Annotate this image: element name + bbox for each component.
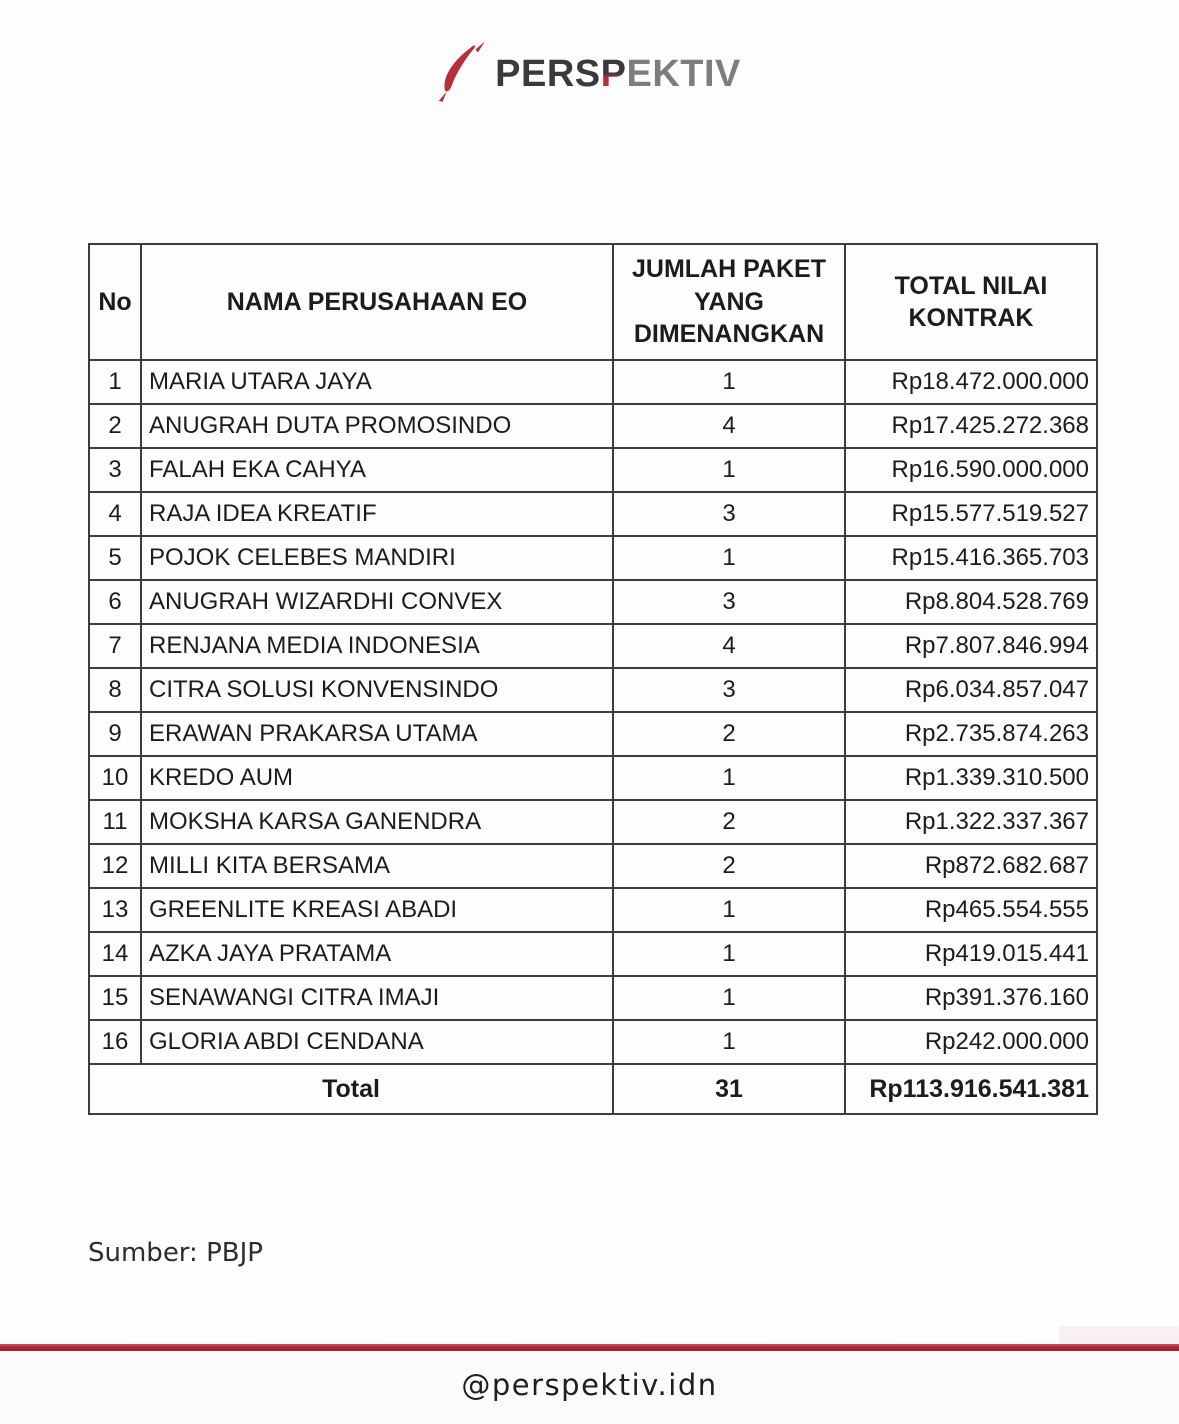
total-contract-value: Rp113.916.541.381 (845, 1064, 1097, 1114)
table-row (89, 976, 1097, 1020)
cell-packages: 2 (613, 800, 845, 844)
brand-wordmark (495, 55, 741, 93)
cell-no: 3 (89, 448, 141, 492)
cell-no: 11 (89, 800, 141, 844)
cell-company-name: MOKSHA KARSA GANENDRA (141, 800, 613, 844)
cell-company-name: SENAWANGI CITRA IMAJI (141, 976, 613, 1020)
cell-contract-value: Rp6.034.857.047 (845, 668, 1097, 712)
table-row (89, 624, 1097, 668)
total-packages: 31 (613, 1064, 845, 1114)
cell-packages: 1 (613, 360, 845, 404)
footer-divider (0, 1344, 1179, 1351)
cell-company-name: AZKA JAYA PRATAMA (141, 932, 613, 976)
cell-company-name: MARIA UTARA JAYA (141, 360, 613, 404)
header-row (89, 244, 1097, 360)
cell-company-name: ANUGRAH WIZARDHI CONVEX (141, 580, 613, 624)
table-row (89, 360, 1097, 404)
table-row (89, 1020, 1097, 1064)
wordmark-part-accent: P (600, 53, 627, 95)
cell-packages: 2 (613, 712, 845, 756)
cell-packages: 1 (613, 976, 845, 1020)
cell-contract-value: Rp872.682.687 (845, 844, 1097, 888)
cell-packages: 3 (613, 580, 845, 624)
cell-contract-value: Rp419.015.441 (845, 932, 1097, 976)
cell-packages: 3 (613, 492, 845, 536)
cell-company-name: POJOK CELEBES MANDIRI (141, 536, 613, 580)
col-header-company: NAMA PERUSAHAAN EO (141, 244, 613, 360)
cell-contract-value: Rp465.554.555 (845, 888, 1097, 932)
table-row (89, 448, 1097, 492)
cell-no: 15 (89, 976, 141, 1020)
cell-company-name: MILLI KITA BERSAMA (141, 844, 613, 888)
table-row (89, 800, 1097, 844)
cell-company-name: CITRA SOLUSI KONVENSINDO (141, 668, 613, 712)
cell-packages: 1 (613, 536, 845, 580)
cell-no: 2 (89, 404, 141, 448)
cell-company-name: RAJA IDEA KREATIF (141, 492, 613, 536)
cell-contract-value: Rp17.425.272.368 (845, 404, 1097, 448)
footer-handle: @perspektiv.idn (461, 1368, 718, 1402)
perspektiv-swoosh-icon (438, 40, 488, 104)
col-header-contract-value: TOTAL NILAI KONTRAK (845, 244, 1097, 360)
cell-packages: 4 (613, 624, 845, 668)
cell-packages: 1 (613, 448, 845, 492)
cell-contract-value: Rp15.577.519.527 (845, 492, 1097, 536)
cell-no: 9 (89, 712, 141, 756)
table-row (89, 756, 1097, 800)
wordmark-part-gray: EKTIV (626, 53, 741, 95)
brand-logo (0, 44, 1179, 104)
cell-no: 10 (89, 756, 141, 800)
col-header-packages: JUMLAH PAKET YANG DIMENANGKAN (613, 244, 845, 360)
cell-packages: 1 (613, 756, 845, 800)
cell-contract-value: Rp1.322.337.367 (845, 800, 1097, 844)
cell-contract-value: Rp16.590.000.000 (845, 448, 1097, 492)
table-row (89, 932, 1097, 976)
total-row (89, 1064, 1097, 1114)
cell-no: 8 (89, 668, 141, 712)
wordmark-part-dark: PERS (495, 53, 601, 95)
cell-company-name: GLORIA ABDI CENDANA (141, 1020, 613, 1064)
cell-contract-value: Rp242.000.000 (845, 1020, 1097, 1064)
cell-no: 5 (89, 536, 141, 580)
table-row (89, 712, 1097, 756)
cell-contract-value: Rp8.804.528.769 (845, 580, 1097, 624)
cell-company-name: FALAH EKA CAHYA (141, 448, 613, 492)
eo-winners-table (88, 243, 1098, 1115)
table-row (89, 404, 1097, 448)
cell-no: 13 (89, 888, 141, 932)
cell-packages: 1 (613, 932, 845, 976)
cell-contract-value: Rp7.807.846.994 (845, 624, 1097, 668)
cell-packages: 1 (613, 1020, 845, 1064)
eo-winners-table-section (88, 243, 1096, 1115)
cell-no: 14 (89, 932, 141, 976)
col-header-no: No (89, 244, 141, 360)
cell-contract-value: Rp1.339.310.500 (845, 756, 1097, 800)
table-row (89, 580, 1097, 624)
cell-no: 16 (89, 1020, 141, 1064)
table-row (89, 888, 1097, 932)
cell-no: 1 (89, 360, 141, 404)
cell-no: 4 (89, 492, 141, 536)
cell-no: 6 (89, 580, 141, 624)
source-note: Sumber: PBJP (88, 1238, 263, 1268)
total-label: Total (89, 1064, 613, 1114)
cell-packages: 3 (613, 668, 845, 712)
cell-packages: 2 (613, 844, 845, 888)
table-row (89, 492, 1097, 536)
cell-contract-value: Rp391.376.160 (845, 976, 1097, 1020)
table-row (89, 668, 1097, 712)
cell-contract-value: Rp15.416.365.703 (845, 536, 1097, 580)
cell-company-name: ANUGRAH DUTA PROMOSINDO (141, 404, 613, 448)
cell-company-name: RENJANA MEDIA INDONESIA (141, 624, 613, 668)
cell-company-name: KREDO AUM (141, 756, 613, 800)
cell-packages: 4 (613, 404, 845, 448)
table-row (89, 536, 1097, 580)
cell-no: 12 (89, 844, 141, 888)
cell-contract-value: Rp2.735.874.263 (845, 712, 1097, 756)
cell-packages: 1 (613, 888, 845, 932)
cell-company-name: GREENLITE KREASI ABADI (141, 888, 613, 932)
cell-no: 7 (89, 624, 141, 668)
cell-company-name: ERAWAN PRAKARSA UTAMA (141, 712, 613, 756)
cell-contract-value: Rp18.472.000.000 (845, 360, 1097, 404)
table-row (89, 844, 1097, 888)
